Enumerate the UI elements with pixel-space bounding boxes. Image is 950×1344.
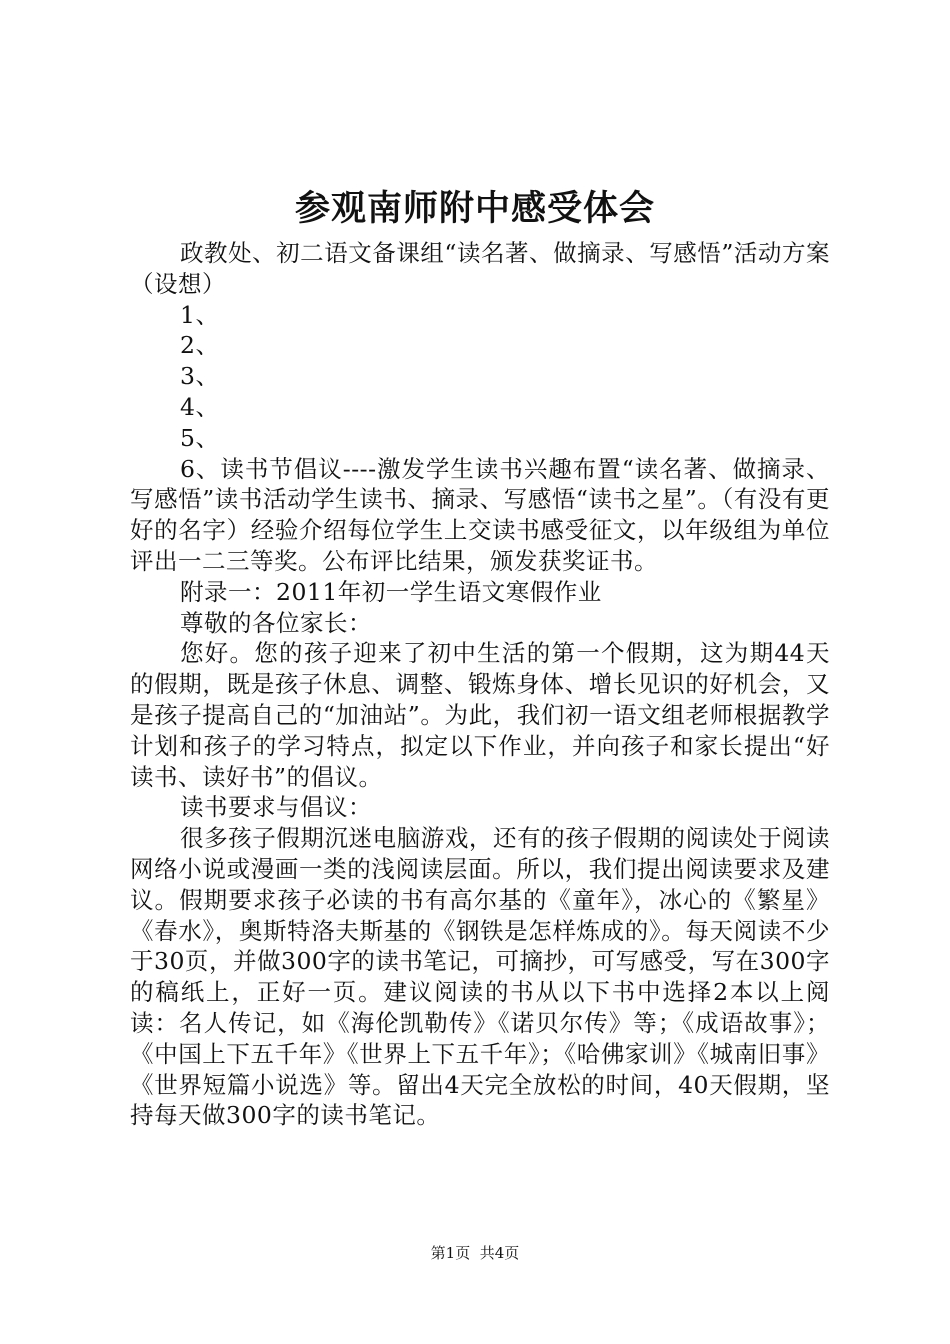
document-body — [130, 238, 830, 1131]
page-total: 共4页 — [479, 1244, 520, 1262]
document-title: 参观南师附中感受体会 — [294, 188, 655, 229]
list-item-5: 5、 — [180, 423, 220, 452]
list-item-1: 1、 — [180, 300, 220, 329]
page-footer — [0, 1243, 950, 1263]
list-item-4: 4、 — [180, 392, 220, 421]
salutation: 尊敬的各位家长： — [180, 608, 372, 637]
list-item-2: 2、 — [180, 331, 220, 360]
paragraph-reading-requirements: 很多孩子假期沉迷电脑游戏，还有的孩子假期的阅读处于阅读网络小说或漫画一类的浅阅读层面。所以，我们提出阅读要求及建议。假期要求孩子必读的书有高尔基的《童年》，冰心的《繁星》《春水》，奥斯特洛夫斯基的《钢铁是怎样炼成的》。每天阅读不少于30页，并做300字的读书笔记，可摘抄，可写感受，写在300字的稿纸上，正好一页。建议阅读的书从以下书中选择2本以上阅读：名人传记，如《海伦凯勒传》《诺贝尔传》等；《成语故事》；《中国上下五千年》《世界上下五千年》；《哈佛家训》《城南旧事》《世界短篇小说选》等。留出4天完全放松的时间，40天假期，坚持每天做300字的读书笔记。 — [130, 824, 830, 1130]
section-heading-reading: 读书要求与倡议： — [180, 793, 372, 822]
list-item-6: 6、读书节倡议----激发学生读书兴趣布置“读名著、做摘录、写感悟”读书活动学生读书、摘录、写感悟“读书之星”。（有没有更好的名字）经验介绍每位学生上交读书感受征文，以年级组为单位评出一二三等奖。公布评比结果，颁发获奖证书。 — [130, 454, 830, 575]
page-number: 第1页 — [430, 1244, 471, 1262]
appendix-heading: 附录一：2011年初一学生语文寒假作业 — [180, 577, 602, 606]
list-item-3: 3、 — [180, 362, 220, 391]
paragraph-intro: 政教处、初二语文备课组“读名著、做摘录、写感悟”活动方案（设想） — [130, 239, 830, 298]
paragraph-greeting: 您好。您的孩子迎来了初中生活的第一个假期，这为期44天的假期，既是孩子休息、调整、锻炼身体、增长见识的好机会，又是孩子提高自己的“加油站”。为此，我们初一语文组老师根据教学计划和孩子的学习特点，拟定以下作业，并向孩子和家长提出“好读书、读好书”的倡议。 — [130, 639, 830, 791]
